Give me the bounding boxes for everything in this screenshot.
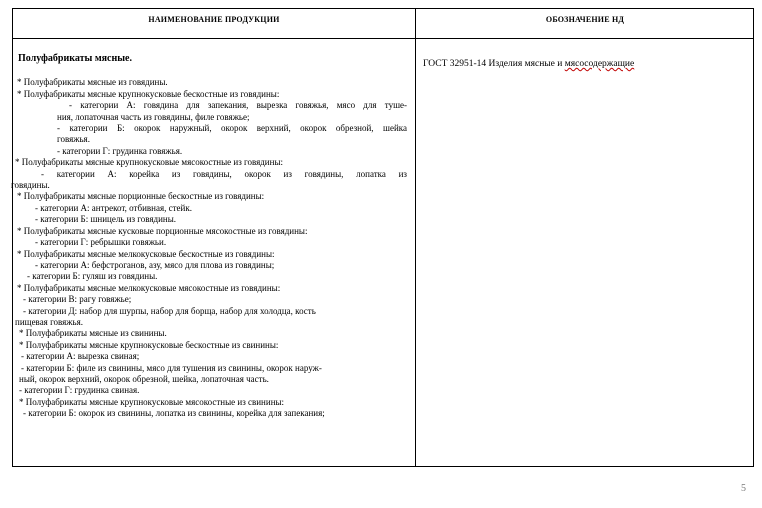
product-line: * Полуфабрикаты мясные крупнокусковые бескостные из свинины: (19, 339, 279, 350)
product-line: - категории Г: грудинка говяжья. (57, 145, 183, 156)
product-line: - категории А: корейка из говядины, окорок из говядины, лопатка из (41, 168, 407, 179)
product-line: - категории Б: окорок из свинины, лопатка из свинины, корейка для запекания; (23, 408, 325, 419)
product-line: * Полуфабрикаты мясные крупнокусковые мясокостные из свинины: (19, 396, 285, 407)
column-divider (415, 9, 416, 466)
product-line: * Полуфабрикаты мясные мелкокусковые мясокостные из говядины: (17, 282, 281, 293)
standard-text-underlined: мясосодержащие (564, 59, 635, 69)
section-title: Полуфабрикаты мясные. (18, 53, 132, 64)
product-line: - категории А: вырезка свиная; (21, 351, 140, 362)
product-list (11, 45, 413, 420)
header-product-name: НАИМЕНОВАНИЕ ПРОДУКЦИИ (148, 15, 280, 24)
header-divider (13, 38, 753, 39)
product-line: * Полуфабрикаты мясные из говядины. (17, 77, 168, 88)
product-line: - категории А: бефстроганов, азу, мясо для плова из говядины; (35, 259, 275, 270)
product-line: * Полуфабрикаты мясные мелкокусковые бескостные из говядины: (17, 248, 275, 259)
product-line: - категории Б: филе из свинины, мясо для тушения из свинины, окорок наруж- (21, 362, 322, 373)
product-line: - категории Б: гуляш из говядины. (27, 271, 158, 282)
product-line: ный, окорок верхний, окорок обрезной, шейка, лопаточная часть. (19, 373, 269, 384)
product-line: - категории А: антрекот, отбивная, стейк. (35, 202, 192, 213)
product-line: - категории А: говядина для запекания, вырезка говяжья, мясо для туше- (69, 100, 407, 111)
product-line: ния, лопаточная часть из говядины, филе говяжье; (57, 111, 250, 122)
page-number: 5 (741, 483, 746, 494)
product-line: говядины. (11, 180, 50, 191)
product-line: - категории Г: ребрышки говяжьи. (35, 237, 167, 248)
product-line: пищевая говяжья. (15, 316, 84, 327)
product-line: - категории Д: набор для шурпы, набор для борща, набор для холодца, кость (23, 305, 316, 316)
product-line: * Полуфабрикаты мясные из свинины. (19, 328, 167, 339)
product-line: - категории В: рагу говяжье; (23, 294, 132, 305)
product-line: * Полуфабрикаты мясные порционные бескостные из говядины: (17, 191, 265, 202)
product-table (12, 8, 754, 467)
header-standard-designation: ОБОЗНАЧЕНИЕ НД (545, 15, 625, 24)
product-line: * Полуфабрикаты мясные крупнокусковые бескостные из говядины: (17, 88, 280, 99)
product-lines (11, 77, 413, 419)
product-line: * Полуфабрикаты мясные крупнокусковые мясокостные из говядины: (15, 157, 283, 168)
product-line: говяжья. (57, 134, 90, 145)
product-line: - категории Б: шницель из говядины. (35, 214, 177, 225)
product-line: - категории Б: окорок наружный, окорок верхний, окорок обрезной, шейка (57, 123, 407, 134)
standard-text: ГОСТ 32951-14 Изделия мясные и (423, 59, 565, 69)
standard-cell (423, 59, 753, 69)
product-line: - категории Г: грудинка свиная. (19, 385, 140, 396)
product-line: * Полуфабрикаты мясные кусковые порционные мясокостные из говядины: (17, 225, 308, 236)
